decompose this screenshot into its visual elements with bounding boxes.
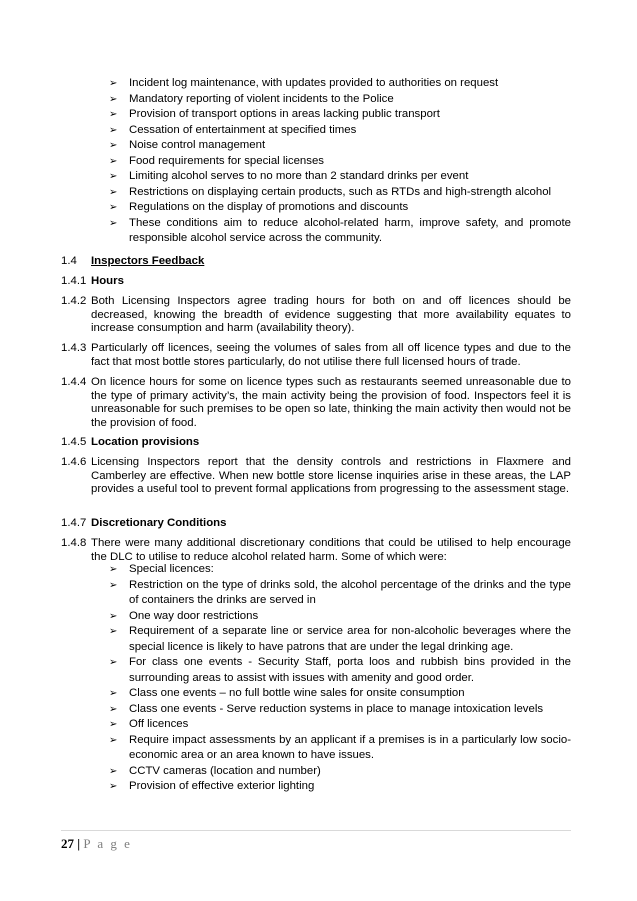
list-item: ➢ Provision of effective exterior lighting (109, 779, 571, 795)
arrow-bullet-icon: ➢ (109, 78, 118, 89)
list-item: ➢ Noise control management (109, 138, 571, 154)
section-heading-1-4-1 (61, 275, 571, 289)
page-footer (61, 836, 132, 852)
paragraph-1-4-3 (61, 342, 571, 369)
paragraph-text: Licensing Inspectors report that the density controls and restrictions in Flaxmere and Camberley are effective. When new bottle store license inquiries arise in these areas, the LAP provides a useful tool to prevent formal applications from progressing to the assessment stage. (91, 456, 571, 496)
arrow-bullet-icon: ➢ (109, 109, 118, 120)
section-number: 1.4.7 (61, 517, 87, 529)
list-item: ➢ Incident log maintenance, with updates provided to authorities on request (109, 76, 571, 92)
section-title: Location provisions (91, 436, 200, 448)
arrow-bullet-icon: ➢ (109, 719, 118, 730)
section-heading-1-4-5 (61, 436, 571, 450)
arrow-bullet-icon: ➢ (109, 140, 118, 151)
section-title: Hours (91, 275, 124, 287)
arrow-bullet-icon: ➢ (109, 124, 118, 136)
top-bullet-list (109, 76, 571, 247)
section-heading-1-4 (61, 255, 571, 269)
section-number: 1.4.6 (61, 456, 87, 468)
paragraph-1-4-6 (61, 456, 571, 497)
section-number: 1.4.2 (61, 295, 87, 307)
arrow-bullet-icon: ➢ (109, 579, 118, 591)
list-item: ➢ One way door restrictions (109, 609, 571, 625)
paragraph-text: Both Licensing Inspectors agree trading hours for both on and off licences should be decreased, knowing the breadth of evidence suggesting that more availability equates to increase consumption and harm (availability theory). (91, 295, 571, 335)
arrow-bullet-icon: ➢ (109, 186, 118, 198)
arrow-bullet-icon: ➢ (109, 688, 118, 699)
paragraph-1-4-4 (61, 376, 571, 430)
section-title: Discretionary Conditions (91, 517, 227, 529)
section-number: 1.4 (61, 255, 77, 267)
section-number: 1.4.4 (61, 376, 87, 388)
arrow-bullet-icon: ➢ (109, 703, 118, 715)
paragraph-text: There were many additional discretionary conditions that could be utilised to help encourage the DLC to utilise to reduce alcohol related harm. Some of which were: (91, 537, 571, 563)
arrow-bullet-icon: ➢ (109, 171, 118, 182)
list-item: ➢ Food requirements for special licenses (109, 154, 571, 170)
arrow-bullet-icon: ➢ (109, 657, 118, 668)
arrow-bullet-icon: ➢ (109, 155, 118, 167)
arrow-bullet-icon: ➢ (109, 765, 118, 777)
list-item: ➢ Require impact assessments by an applicant if a premises is in a particularly low socio-economic area or an area known to have issues. (109, 733, 571, 761)
list-item: ➢ Provision of transport options in areas lacking public transport (109, 107, 571, 123)
arrow-bullet-icon: ➢ (109, 202, 118, 213)
list-item: ➢ Special licences: (109, 562, 571, 578)
list-item: ➢ Restriction on the type of drinks sold, the alcohol percentage of the drinks and the type of containers the drinks are served in (109, 578, 571, 606)
list-item: ➢ Restrictions on displaying certain products, such as RTDs and high-strength alcohol (109, 185, 571, 201)
list-item: ➢ Requirement of a separate line or service area for non-alcoholic beverages where the special licence is likely to have patrons that are under the legal drinking age. (109, 625, 571, 653)
arrow-bullet-icon: ➢ (109, 610, 118, 622)
section-number: 1.4.5 (61, 436, 87, 448)
paragraph-text: Particularly off licences, seeing the volumes of sales from all off licence types and due to the fact that most bottle stores particularly, do not utilise there full licensed hours of trade. (91, 342, 571, 368)
page-number: 27 (61, 836, 74, 851)
list-item: ➢ CCTV cameras (location and number) (109, 764, 571, 780)
list-item: ➢ Class one events – no full bottle wine sales for onsite consumption (109, 686, 571, 702)
arrow-bullet-icon: ➢ (109, 217, 118, 229)
footer-separator: | (77, 836, 81, 851)
list-item: ➢ Mandatory reporting of violent incidents to the Police (109, 92, 571, 108)
list-item: ➢ Cessation of entertainment at specified times (109, 123, 571, 139)
paragraph-1-4-8 (61, 537, 571, 564)
list-item: ➢ These conditions aim to reduce alcohol-related harm, improve safety, and promote responsible alcohol service across the community. (109, 216, 571, 244)
arrow-bullet-icon: ➢ (109, 781, 118, 792)
list-item: ➢ Class one events - Serve reduction systems in place to manage intoxication levels (109, 702, 571, 718)
page-label: P a g e (83, 836, 132, 851)
section-number: 1.4.3 (61, 342, 87, 354)
paragraph-1-4-2 (61, 295, 571, 336)
list-item: ➢ Regulations on the display of promotions and discounts (109, 200, 571, 216)
list-item: ➢ For class one events - Security Staff, porta loos and rubbish bins provided in the surrounding areas to assist with issues with amenity and good order. (109, 656, 571, 684)
arrow-bullet-icon: ➢ (109, 93, 118, 105)
list-item: ➢ Limiting alcohol serves to no more than 2 standard drinks per event (109, 169, 571, 185)
paragraph-text: On licence hours for some on licence types such as restaurants seemed unreasonable due to the type of primary activity’s, the main activity being the provision of food. Inspectors feel it is unreasonable for such premises to be open so late, thinking the main activity then would not be the provision of food. (91, 376, 571, 429)
section-number: 1.4.1 (61, 275, 87, 287)
section-heading-1-4-7 (61, 517, 571, 531)
arrow-bullet-icon: ➢ (109, 626, 118, 637)
arrow-bullet-icon: ➢ (109, 564, 118, 575)
section-number: 1.4.8 (61, 537, 87, 549)
footer-divider (61, 830, 571, 831)
discretionary-conditions-list (109, 562, 571, 795)
section-title: Inspectors Feedback (91, 255, 205, 267)
list-item: ➢ Off licences (109, 717, 571, 733)
arrow-bullet-icon: ➢ (109, 734, 118, 746)
